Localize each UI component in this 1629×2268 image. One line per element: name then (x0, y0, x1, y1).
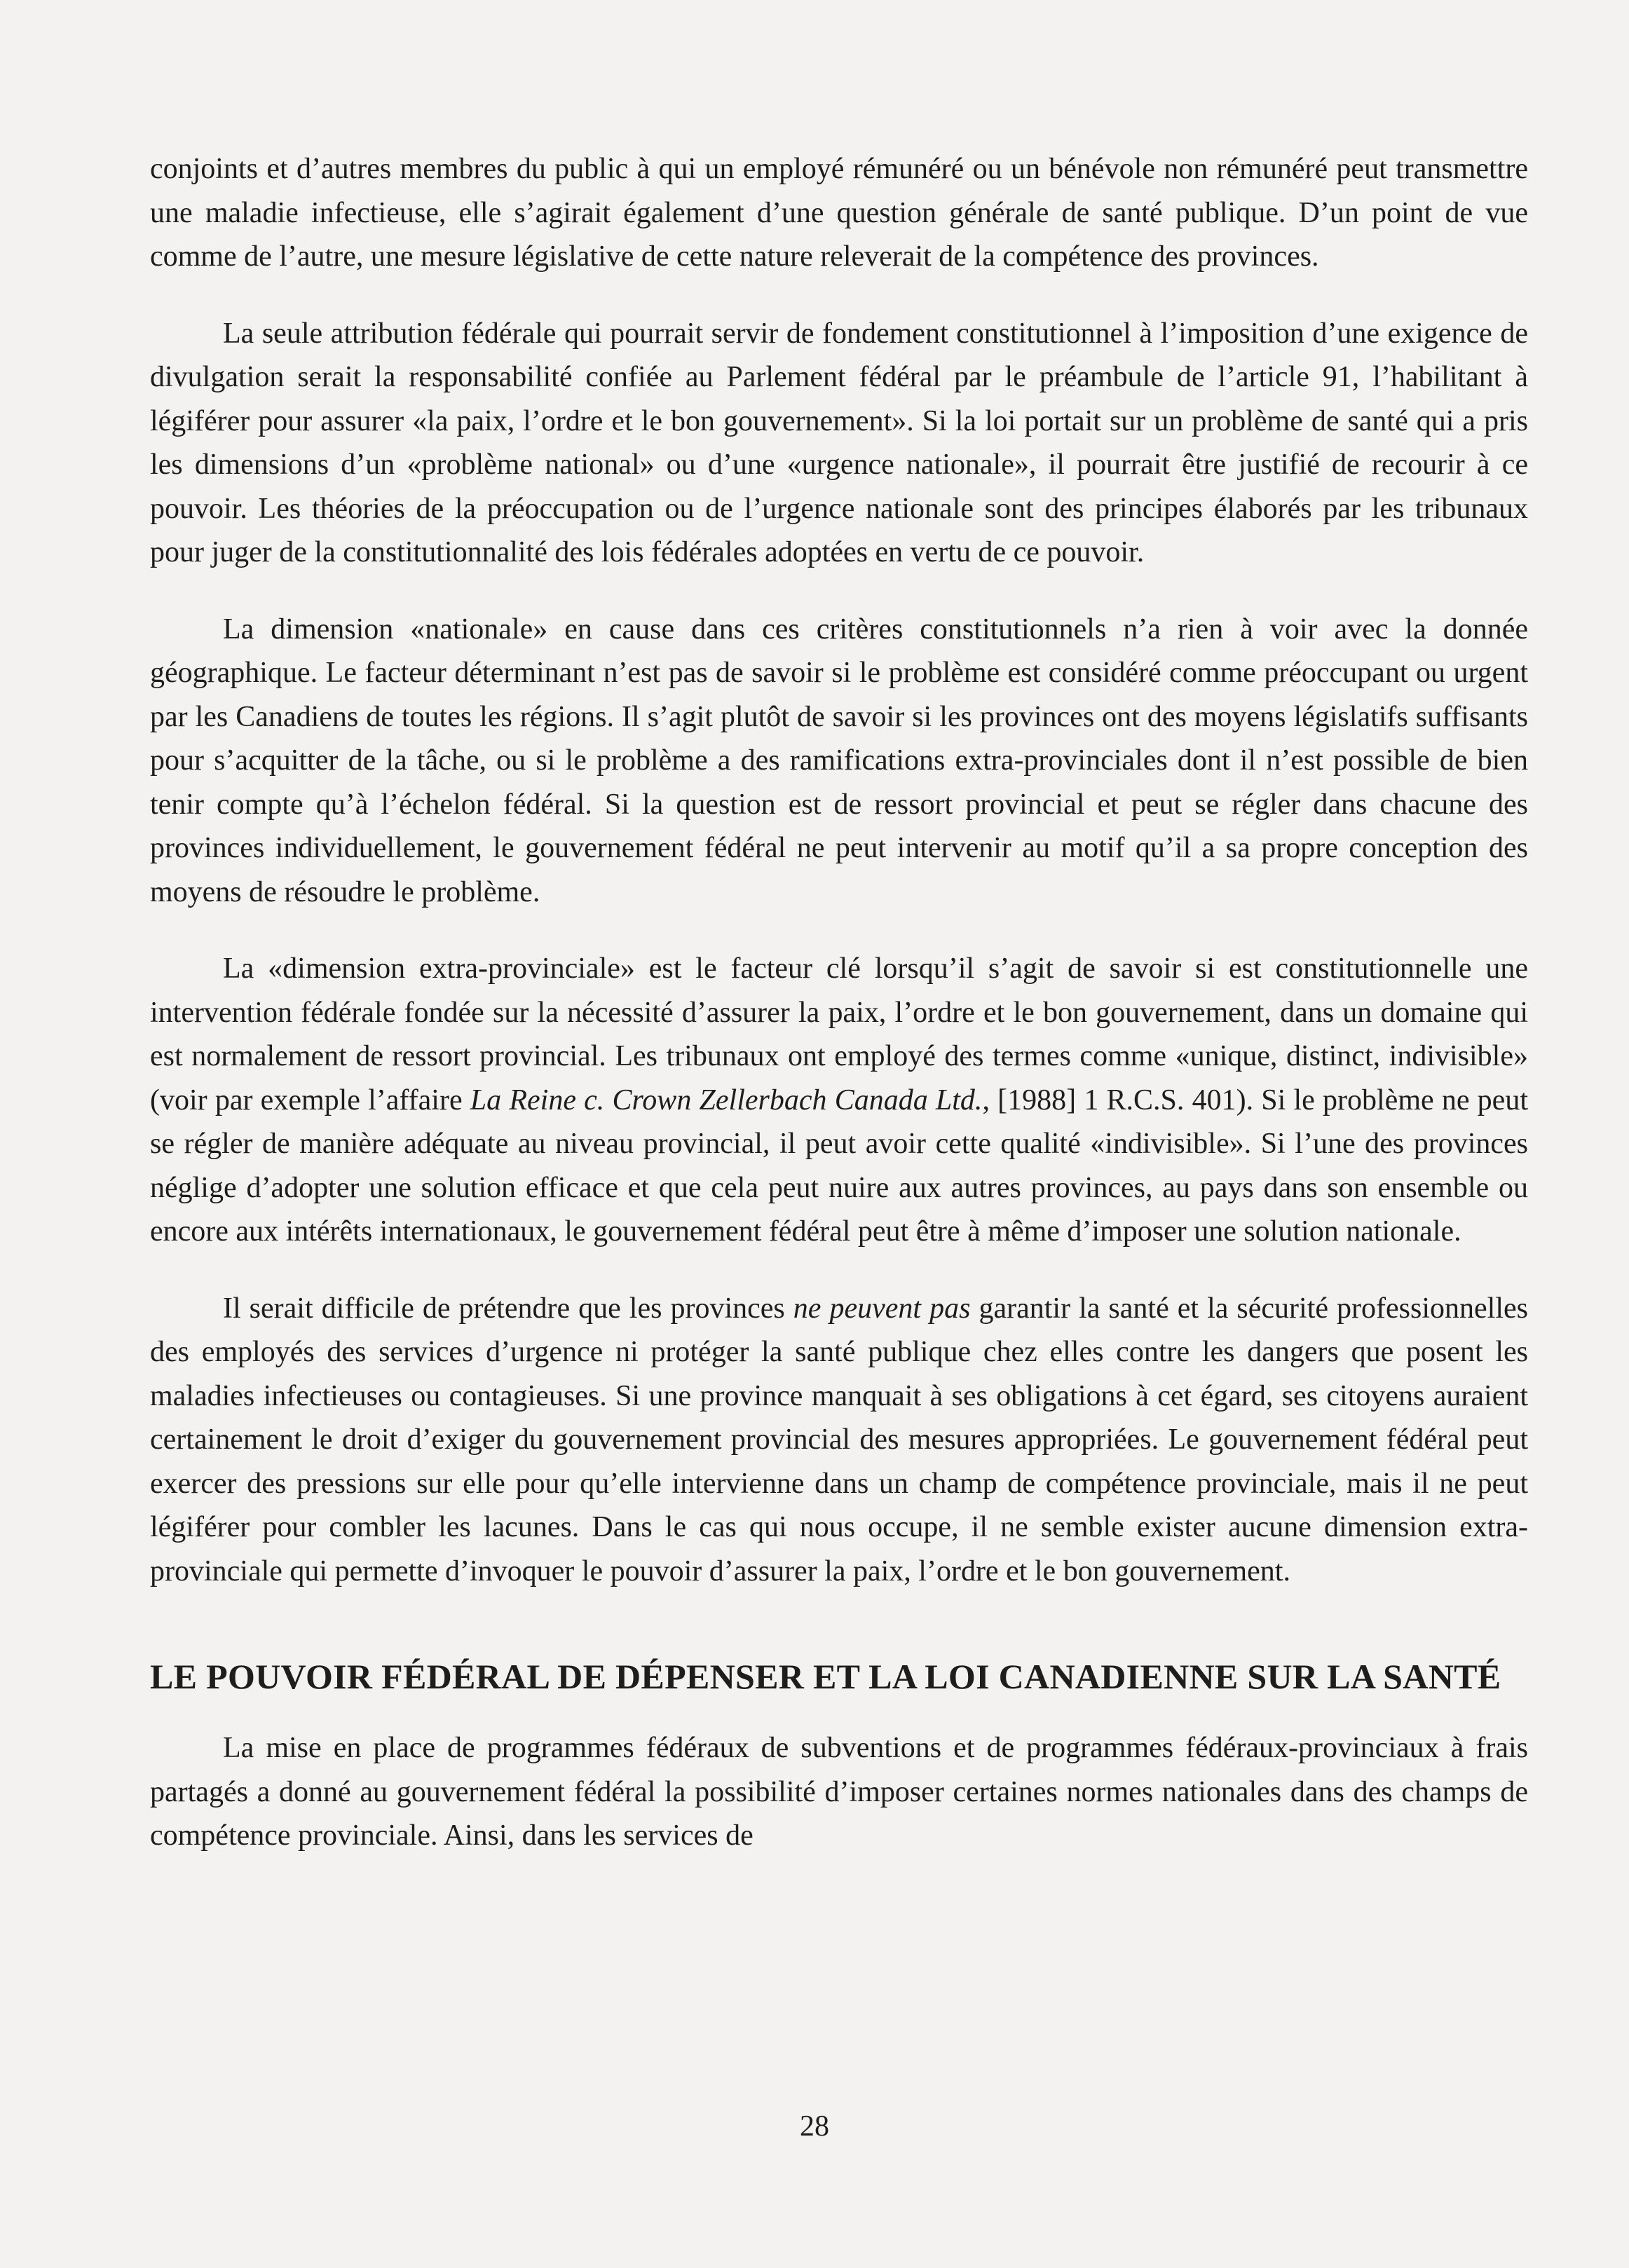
paragraph-2: La seule attribution fédérale qui pourrait servir de fondement constitutionnel à l’imposition d’une exigence de divulgation serait la responsabilité confiée au Parlement fédéral par le préambule de l’article 91, l’habilitant à légiférer pour assurer «la paix, l’ordre et le bon gouvernement». Si la loi portait sur un problème de santé qui a pris les dimensions d’un «problème national» ou d’une «urgence nationale», il pourrait être justifié de recourir à ce pouvoir. Les théories de la préoccupation ou de l’urgence nationale sont des principes élaborés par les tribunaux pour juger de la constitutionnalité des lois fédérales adoptées en vertu de ce pouvoir. (150, 317, 1528, 568)
paragraph-4-text-a: La «dimension extra-provinciale» est le facteur clé lorsqu’il s’agit de savoir si est constitutionnelle une intervention fédérale fondée sur la nécessité d’assurer la paix, l’ordre et le bon gouvernement, dans un domaine qui est normalement de ressort provincial. Les tribunaux ont employé des termes comme «unique, distinct, indivisible» (voir par exemple l’affaire (150, 952, 1528, 1116)
page-body (150, 147, 1528, 1858)
page-number: 28 (800, 2110, 829, 2143)
paragraph-4-text-b: , [1988] 1 R.C.S. 401). Si le problème ne peut se régler de manière adéquate au niveau provincial, il peut avoir cette qualité «indivisible». Si l’une des provinces néglige d’adopter une solution efficace et que cela peut nuire aux autres provinces, au pays dans son ensemble ou encore aux intérêts internationaux, le gouvernement fédéral peut être à même d’imposer une solution nationale. (150, 1084, 1528, 1248)
paragraph-5-text-b: garantir la santé et la sécurité professionnelles des employés des services d’urgence ni protéger la santé publique chez elles contre les dangers que posent les maladies infectieuses ou contagieuses. Si une province manquait à ses obligations à cet égard, ses citoyens auraient certainement le droit d’exiger du gouvernement provincial des mesures appropriées. Le gouvernement fédéral peut exercer des pressions sur elle pour qu’elle intervienne dans un champ de compétence provinciale, mais il ne peut légiférer pour combler les lacunes. Dans le cas qui nous occupe, il ne semble exister aucune dimension extra-provinciale qui permette d’invoquer le pouvoir d’assurer la paix, l’ordre et le bon gouvernement. (150, 1292, 1528, 1587)
paragraph-6: La mise en place de programmes fédéraux de subventions et de programmes fédéraux-provinciaux à frais partagés a donné au gouvernement fédéral la possibilité d’imposer certaines normes nationales dans des champs de compétence provinciale. Ainsi, dans les services de (150, 1732, 1528, 1852)
paragraph-3: La dimension «nationale» en cause dans ces critères constitutionnels n’a rien à voir avec la donnée géographique. Le facteur déterminant n’est pas de savoir si le problème est considéré comme préoccupant ou urgent par les Canadiens de toutes les régions. Il s’agit plutôt de savoir si les provinces ont des moyens législatifs suffisants pour s’acquitter de la tâche, ou si le problème a des ramifications extra-provinciales dont il n’est possible de bien tenir compte qu’à l’échelon fédéral. Si la question est de ressort provincial et peut se régler dans chacune des provinces individuellement, le gouvernement fédéral ne peut intervenir au motif qu’il a sa propre conception des moyens de résoudre le problème. (150, 613, 1528, 908)
section-heading: LE POUVOIR FÉDÉRAL DE DÉPENSER ET LA LOI CANADIENNE SUR LA SANTÉ (150, 1657, 1501, 1696)
paragraph-5-emphasis: ne peuvent pas (793, 1292, 971, 1325)
paragraph-1: conjoints et d’autres membres du public à qui un employé rémunéré ou un bénévole non rémunéré peut transmettre une maladie infectieuse, elle s’agirait également d’une question générale de santé publique. D’un point de vue comme de l’autre, une mesure législative de cette nature releverait de la compétence des provinces. (150, 153, 1528, 273)
paragraph-4 (150, 947, 1528, 1254)
case-citation: La Reine c. Crown Zellerbach Canada Ltd. (470, 1084, 983, 1116)
paragraph-5-text-a: Il serait difficile de prétendre que les provinces (223, 1292, 793, 1325)
paragraph-5 (150, 1287, 1528, 1594)
